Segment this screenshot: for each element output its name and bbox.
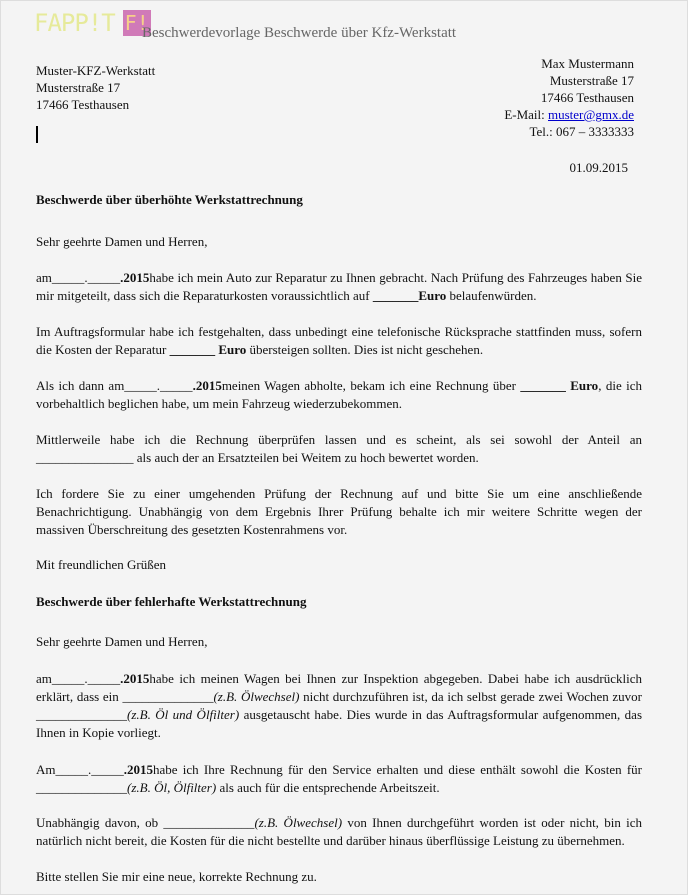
logo-text: FAPP!T xyxy=(34,9,115,37)
logo xyxy=(34,8,151,38)
bold-text: _______ Euro xyxy=(520,378,599,393)
text-segment: Bitte stellen Sie mir eine neue, korrekte Rechnung zu. xyxy=(36,869,317,884)
italic-hint: (z.B. Ölwechsel) xyxy=(213,689,300,704)
italic-hint: (z.B. Öl und Ölfilter) xyxy=(127,707,240,722)
text-segment: Sehr geehrte Damen und Herren, xyxy=(36,634,208,649)
sender-phone: Tel.: 067 – 3333333 xyxy=(529,124,634,139)
text-segment: nicht durchzuführen ist, da ich selbst gerade zwei Wochen zuvor ______________ xyxy=(36,689,643,722)
text-segment: , die ich vorbehaltlich beglichen habe, um mein Fahrzeug wiederzubekommen. xyxy=(36,378,643,411)
text-cursor xyxy=(36,126,38,143)
paragraph xyxy=(36,670,642,742)
sender-street: Musterstraße 17 xyxy=(549,73,634,88)
text-segment: habe ich mein Auto zur Reparatur zu Ihnen gebracht. Nach Prüfung des Fahrzeuges haben Sie mir mitgeteilt, dass sich die Reparaturkosten voraussichtlich auf xyxy=(36,270,642,303)
recipient-street: Musterstraße 17 xyxy=(36,80,121,95)
text-segment: Am_____._____ xyxy=(36,762,124,777)
page-title: Beschwerdevorlage Beschwerde über Kfz-Werkstatt xyxy=(142,25,457,41)
paragraph xyxy=(36,323,642,359)
text-segment: von Ihnen durchgeführt worden ist oder nicht, bin ich natürlich nicht bereit, die Kosten für die nicht bestellte und darüber hinaus überflüssige Leistung zu übernehmen. xyxy=(36,815,642,848)
text-segment: am_____._____ xyxy=(36,671,121,686)
bold-text: .2015 xyxy=(120,671,150,686)
paragraph xyxy=(36,814,642,850)
email-link[interactable]: muster@gmx.de xyxy=(548,107,634,122)
recipient-city: 17466 Testhausen xyxy=(36,97,130,112)
paragraph xyxy=(36,377,642,413)
text-segment: meinen Wagen abholte, bekam ich eine Rechnung über xyxy=(221,378,521,393)
paragraph xyxy=(36,868,642,886)
text-segment: Mittlerweile habe ich die Rechnung überprüfen lassen und es scheint, als sei sowohl der Anteil an _______________ als auch der an Ersatzteilen bei Weitem zu hoch bewertet worden. xyxy=(36,432,642,465)
bold-text: .2015 xyxy=(120,270,150,285)
sender-city: 17466 Testhausen xyxy=(540,90,634,105)
text-segment: habe ich meinen Wagen bei Ihnen zur Inspektion abgegeben. Dabei habe ich ausdrücklich erklärt, dass ein ______________ xyxy=(36,671,642,704)
paragraph xyxy=(36,431,642,467)
text-segment: Mit freundlichen Grüßen xyxy=(36,557,166,572)
text-segment: Im Auftragsformular habe ich festgehalten, dass unbedingt eine telefonische Rücksprache stattfinden muss, sofern die Kosten der Reparatur xyxy=(36,324,642,357)
email-label: E-Mail: xyxy=(504,107,548,122)
text-segment: übersteigen sollten. Dies ist nicht geschehen. xyxy=(246,342,484,357)
bold-text: Beschwerde über überhöhte Werkstattrechnung xyxy=(36,192,303,207)
paragraph xyxy=(36,556,642,574)
paragraph xyxy=(36,269,642,305)
text-segment: belaufenwürden. xyxy=(446,288,537,303)
text-segment: ausgetauscht habe. Dies wurde in das Auftragsformular aufgenommen, das Ihnen in Kopie vorliegt. xyxy=(36,707,643,740)
bold-text: Beschwerde über fehlerhafte Werkstattrechnung xyxy=(36,594,307,609)
text-segment: als auch für die entsprechende Arbeitszeit. xyxy=(216,780,440,795)
paragraph xyxy=(36,593,642,611)
text-segment: Sehr geehrte Damen und Herren, xyxy=(36,234,208,249)
text-segment: Ich fordere Sie zu einer umgehenden Prüfung der Rechnung auf und bitte Sie um eine anschließende Benachrichtigung. Unabhängig von dem Ergebnis Ihrer Prüfung behalte ich mir weitere Schritte wegen der massiven Überschreitung des gesetzten Kostenrahmens vor. xyxy=(36,486,642,537)
bold-text: .2015 xyxy=(123,762,153,777)
italic-hint: (z.B. Öl, Ölfilter) xyxy=(127,780,217,795)
bold-text: _______Euro xyxy=(372,288,447,303)
logo-badge: F! xyxy=(124,11,149,35)
recipient-address xyxy=(36,62,155,113)
text-segment: am_____._____ xyxy=(36,270,121,285)
text-segment: habe ich Ihre Rechnung für den Service erhalten und diese enthält sowohl die Kosten für ______________ xyxy=(36,762,642,795)
paragraph xyxy=(36,485,642,539)
text-segment: Als ich dann am_____._____ xyxy=(36,378,193,393)
paragraph xyxy=(36,761,642,797)
sender-email-line xyxy=(504,106,634,123)
letter-date: 01.09.2015 xyxy=(569,160,628,175)
bold-text: _______ Euro xyxy=(169,342,247,357)
text-segment: Unabhängig davon, ob ______________ xyxy=(36,815,255,830)
recipient-name: Muster-KFZ-Werkstatt xyxy=(36,63,156,78)
paragraph xyxy=(36,191,642,209)
paragraph xyxy=(36,233,642,251)
paragraph xyxy=(36,633,642,651)
sender-name: Max Mustermann xyxy=(541,56,634,71)
bold-text: .2015 xyxy=(192,378,222,393)
italic-hint: (z.B. Ölwechsel) xyxy=(254,815,343,830)
sender-address xyxy=(504,55,634,140)
